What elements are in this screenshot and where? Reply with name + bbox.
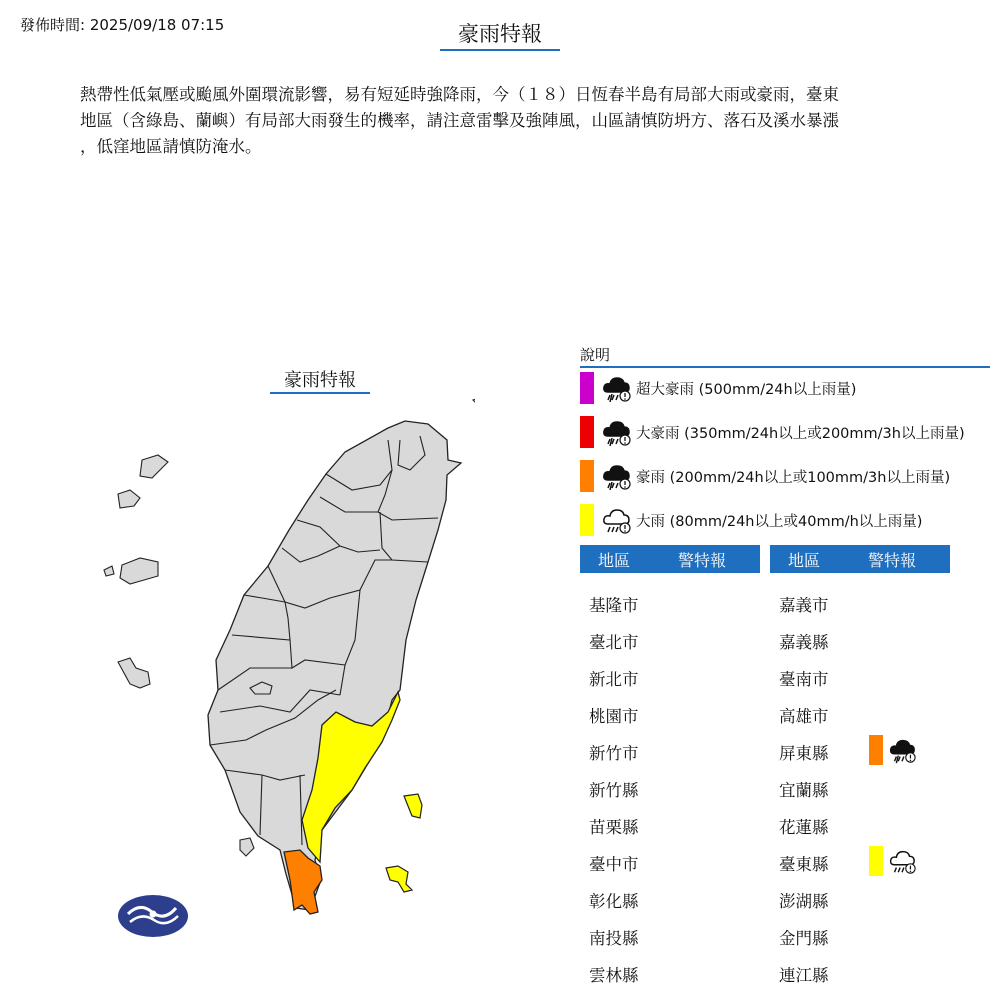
green-island: [404, 794, 422, 818]
description-line: ，低窪地區請慎防淹水。: [80, 137, 262, 156]
legend-label: 超大豪雨 (500mm/24h以上雨量): [636, 381, 857, 398]
heavy-rain-icon: [887, 846, 917, 876]
region-name: 苗栗縣: [589, 818, 639, 837]
torrential-rain-icon: [600, 372, 632, 404]
warning-color-bar: [869, 846, 883, 876]
orchid-island: [386, 866, 412, 892]
taiwan-warning-map: [95, 390, 475, 950]
cwa-logo: [118, 895, 188, 937]
region-name: 嘉義縣: [779, 633, 829, 652]
region-name: 高雄市: [779, 707, 829, 726]
description-line: 熱帶性低氣壓或颱風外圍環流影響，易有短延時強降雨，今（１８）日恆春半島有局部大雨或豪雨，臺東: [80, 85, 839, 104]
region-name: 雲林縣: [589, 966, 639, 985]
page-title: 豪雨特報: [440, 18, 560, 51]
region-name: 臺南市: [779, 670, 829, 689]
region-name: 新北市: [589, 670, 639, 689]
region-column-header: 地區: [598, 550, 631, 570]
legend-color-swatch: [580, 504, 594, 536]
region-name: 澎湖縣: [779, 892, 829, 911]
issue-time: 發佈時間: 2025/09/18 07:15: [20, 16, 225, 34]
torrential-rain-icon: [600, 460, 632, 492]
torrential-rain-icon: [887, 735, 917, 765]
region-name: 臺北市: [589, 633, 639, 652]
map-title: 豪雨特報: [270, 366, 370, 394]
legend-color-swatch: [580, 372, 594, 404]
legend-title: 說明: [580, 344, 990, 368]
taiwan-main-island: [208, 421, 461, 910]
region-name: 屏東縣: [779, 744, 829, 763]
region-name: 南投縣: [589, 929, 639, 948]
warning-indicator: [869, 735, 917, 765]
description-line: 地區（含綠島、蘭嶼）有局部大雨發生的機率，請注意雷擊及強陣風，山區請慎防坍方、落石及溪水暴漲: [80, 111, 839, 130]
region-name: 連江縣: [779, 966, 829, 985]
region-name: 臺東縣: [779, 855, 829, 874]
pingtung-county-region: [284, 850, 322, 914]
warning-indicator: [869, 846, 917, 876]
legend-label: 豪雨 (200mm/24h以上或100mm/3h以上雨量): [636, 469, 951, 486]
region-name: 桃園市: [589, 707, 639, 726]
legend-item-torrential: [580, 460, 950, 492]
warning-color-bar: [869, 735, 883, 765]
torrential-rain-icon: [600, 416, 632, 448]
region-column-header: 地區: [788, 550, 821, 570]
legend-label: 大雨 (80mm/24h以上或40mm/h以上雨量): [636, 513, 923, 530]
legend-item-extremely-torrential: [580, 416, 965, 448]
region-name: 新竹縣: [589, 781, 639, 800]
legend-item-super-torrential: [580, 372, 856, 404]
region-name: 金門縣: [779, 929, 829, 948]
warning-description: [80, 82, 920, 160]
table-header-right: [770, 545, 950, 573]
region-name: 臺中市: [589, 855, 639, 874]
warning-column-header: 警特報: [678, 550, 727, 570]
region-name: 嘉義市: [779, 596, 829, 615]
warning-column-header: 警特報: [868, 550, 917, 570]
legend-label: 大豪雨 (350mm/24h以上或200mm/3h以上雨量): [636, 425, 965, 442]
legend-color-swatch: [580, 416, 594, 448]
region-name: 基隆市: [589, 596, 639, 615]
table-header-left: [580, 545, 760, 573]
region-name: 花蓮縣: [779, 818, 829, 837]
legend-color-swatch: [580, 460, 594, 492]
heavy-rain-icon: [600, 504, 632, 536]
region-name: 彰化縣: [589, 892, 639, 911]
legend-item-heavy-rain: [580, 504, 922, 536]
region-name: 新竹市: [589, 744, 639, 763]
region-name: 宜蘭縣: [779, 781, 829, 800]
